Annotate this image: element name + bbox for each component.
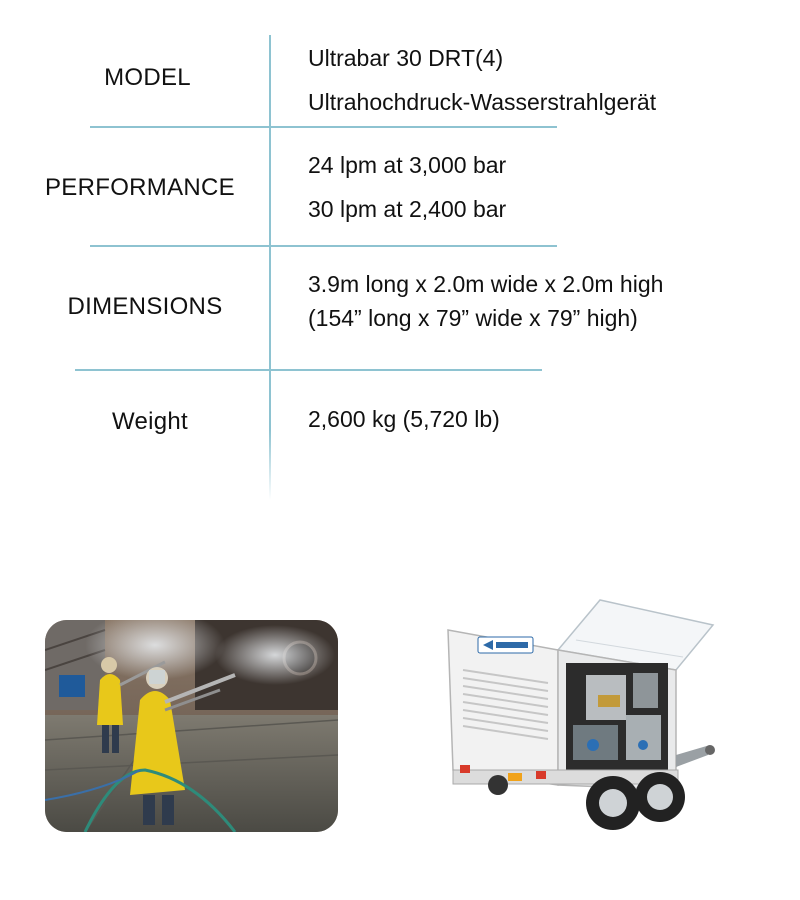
row-divider-1 (90, 126, 557, 128)
row-label-performance: PERFORMANCE (45, 174, 235, 201)
model-description: Ultrahochdruck-Wasserstrahlgerät (308, 89, 657, 115)
row-label-dimensions: DIMENSIONS (67, 293, 223, 320)
row-label-weight: Weight (111, 408, 189, 435)
row-label-model: MODEL (104, 64, 191, 91)
row-value-model (308, 36, 656, 124)
water-jetting-photo (45, 620, 338, 832)
table-vertical-divider (269, 35, 271, 500)
water-jetting-illustration (45, 620, 338, 832)
trailer-pump-unit-illustration (438, 595, 718, 840)
row-value-dimensions (308, 267, 663, 335)
dimensions-imperial: (154” long x 79” wide x 79” high) (308, 305, 638, 331)
row-divider-3 (75, 369, 542, 371)
model-name: Ultrabar 30 DRT(4) (308, 45, 504, 71)
trailer-pump-unit-photo (438, 595, 718, 840)
row-value-weight (308, 397, 500, 441)
performance-line-1: 24 lpm at 3,000 bar (308, 152, 507, 178)
dimensions-metric: 3.9m long x 2.0m wide x 2.0m high (308, 271, 664, 297)
row-value-performance (308, 143, 506, 231)
row-divider-2 (90, 245, 557, 247)
weight-value: 2,600 kg (5,720 lb) (308, 406, 500, 432)
performance-line-2: 30 lpm at 2,400 bar (308, 196, 507, 222)
